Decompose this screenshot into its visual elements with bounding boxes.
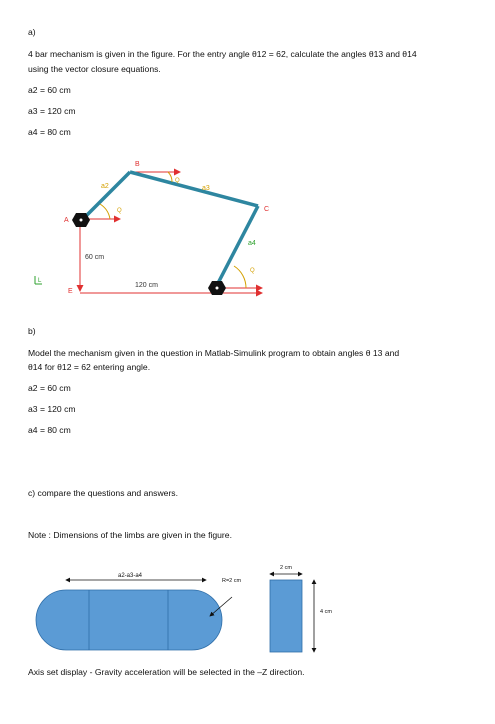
part-b-task-line1: Model the mechanism given in the question in Matlab-Simulink program to obtain angles θ 13 and xyxy=(28,348,400,358)
part-a-a2: a2 = 60 cm xyxy=(28,85,71,95)
length-label: a2-a3-a4 xyxy=(118,573,143,579)
radius-label: R=2 cm xyxy=(222,578,242,584)
angle-arc-d xyxy=(234,266,246,288)
angle-label-d: Q xyxy=(250,268,255,274)
angle-label-b: Q xyxy=(175,178,180,184)
part-b-task-line2: θ14 for θ12 = 62 entering angle. xyxy=(28,362,151,372)
pivot-d-center xyxy=(216,287,219,290)
limb-dimensions-figure xyxy=(0,550,495,660)
label-a3: a3 xyxy=(202,185,210,192)
link-a3 xyxy=(130,172,258,206)
limb-body xyxy=(36,590,222,650)
angle-label-a: Q xyxy=(117,208,122,214)
link-a2 xyxy=(82,172,130,220)
width-label: 2 cm xyxy=(280,565,292,571)
mechanism-figure xyxy=(0,150,495,310)
angle-arc-a xyxy=(100,204,110,219)
height-label: 4 cm xyxy=(320,609,332,615)
cross-section xyxy=(270,580,302,652)
note-text: Note : Dimensions of the limbs are given in the figure. xyxy=(28,530,232,540)
part-b-heading: b) xyxy=(28,326,36,336)
label-a: A xyxy=(64,217,69,224)
part-a-problem-line2: using the vector closure equations. xyxy=(28,64,161,74)
label-l: L xyxy=(38,278,42,284)
dim-120: 120 cm xyxy=(135,282,158,289)
label-c: C xyxy=(264,206,270,213)
part-c-text: c) compare the questions and answers. xyxy=(28,488,178,498)
part-a-heading: a) xyxy=(28,27,36,37)
label-a4: a4 xyxy=(248,240,256,247)
part-b-a3: a3 = 120 cm xyxy=(28,404,76,414)
part-a-problem-line1: 4 bar mechanism is given in the figure. For the entry angle θ12 = 62, calculate the angles θ13 and θ14 xyxy=(28,49,417,59)
part-a-a4: a4 = 80 cm xyxy=(28,127,71,137)
part-b-a4: a4 = 80 cm xyxy=(28,425,71,435)
label-b: B xyxy=(135,161,140,168)
dim-60: 60 cm xyxy=(85,254,105,261)
pivot-a-center xyxy=(80,219,83,222)
part-b-a2: a2 = 60 cm xyxy=(28,383,71,393)
label-e: E xyxy=(68,288,73,295)
part-a-a3: a3 = 120 cm xyxy=(28,106,76,116)
footer-text: Axis set display - Gravity acceleration will be selected in the –Z direction. xyxy=(28,667,305,677)
label-a2: a2 xyxy=(101,183,109,190)
